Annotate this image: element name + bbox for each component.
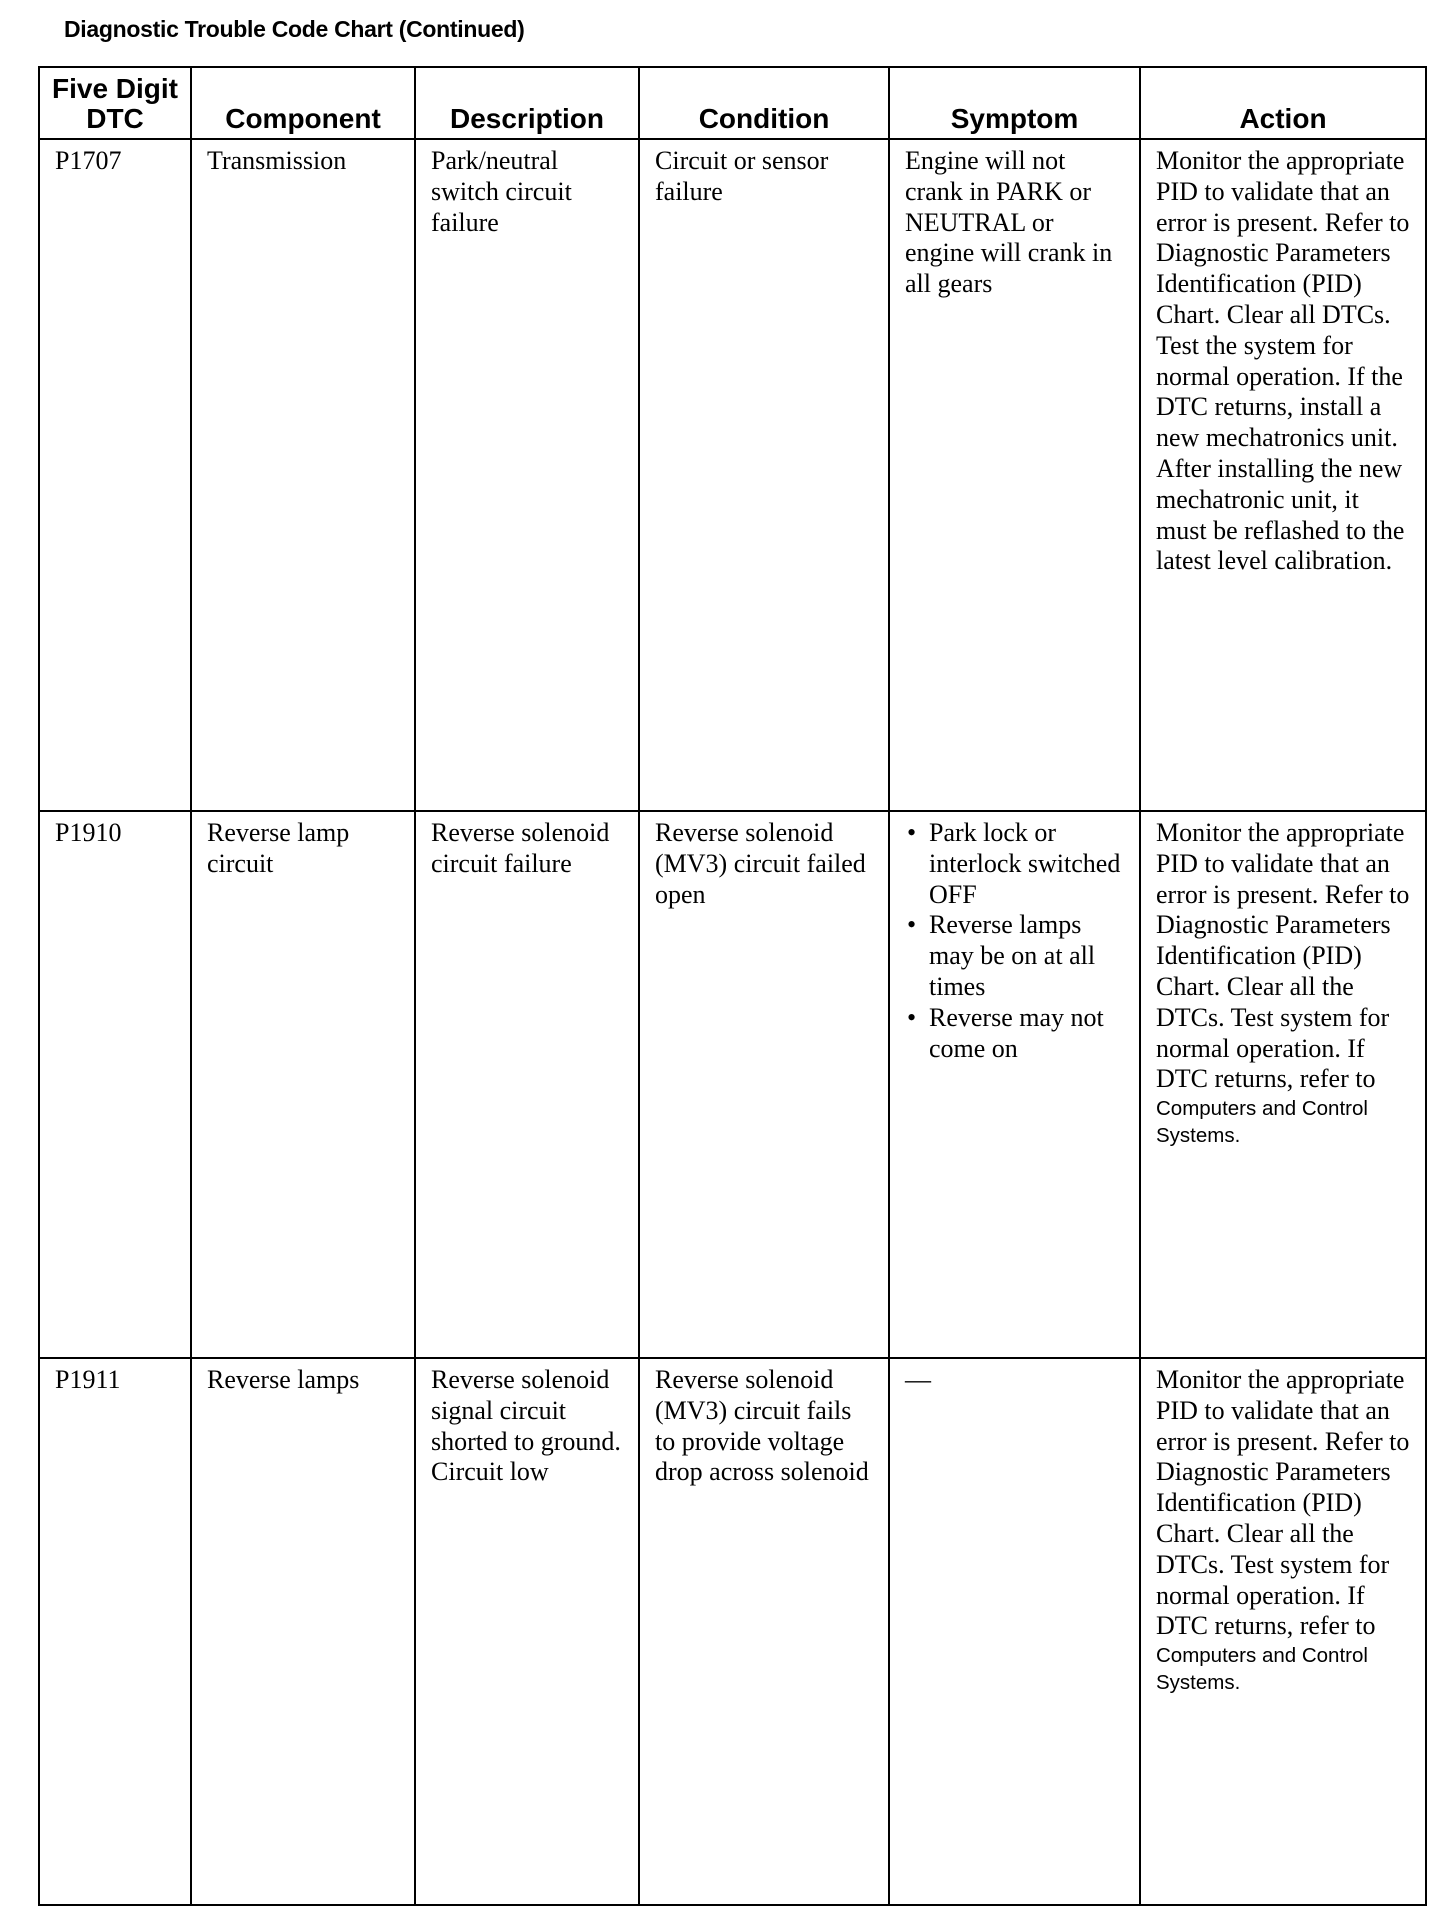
action-reference: Computers and Control Systems. (1156, 1644, 1368, 1695)
description-cell: Reverse solenoid signal circuit shorted to ground. Circuit low (415, 1358, 639, 1905)
table-row (39, 811, 1426, 1358)
action-text: Monitor the appropriate PID to validate that an error is present. Refer to Diagnostic Parameters Identification (PID) Chart. Clear all the DTCs. Test system for normal operation. If DTC returns, refer to (1156, 818, 1410, 1094)
symptom-bullet: • Reverse may not come on (905, 1003, 1129, 1065)
description-cell: Reverse solenoid circuit failure (415, 811, 639, 1358)
action-cell (1140, 811, 1426, 1358)
dtc-code-cell: P1911 (39, 1358, 191, 1905)
condition-cell: Reverse solenoid (MV3) circuit failed open (639, 811, 889, 1358)
header-action: Action (1140, 67, 1426, 139)
table-row (39, 1358, 1426, 1905)
header-dtc (39, 67, 191, 139)
symptom-cell: — (889, 1358, 1140, 1905)
table-header-row (39, 67, 1426, 139)
action-cell: Monitor the appropriate PID to validate that an error is present. Refer to Diagnostic Parameters Identification (PID) Chart. Clear all DTCs. Test the system for normal operation. If the DTC returns, install a new mechatronics unit. After installing the new mechatronic unit, it must be reflashed to the latest level calibration. (1140, 139, 1426, 811)
component-cell: Reverse lamp circuit (191, 811, 415, 1358)
header-dtc-line2: DTC (86, 103, 144, 134)
action-cell (1140, 1358, 1426, 1905)
dtc-code-cell: P1910 (39, 811, 191, 1358)
action-reference: Computers and Control Systems. (1156, 1097, 1368, 1148)
header-dtc-line1: Five Digit (51, 73, 178, 104)
dtc-chart-table (38, 66, 1427, 1906)
page-title: Diagnostic Trouble Code Chart (Continued) (64, 16, 525, 42)
condition-cell: Circuit or sensor failure (639, 139, 889, 811)
header-component: Component (191, 67, 415, 139)
description-cell: Park/neutral switch circuit failure (415, 139, 639, 811)
header-description: Description (415, 67, 639, 139)
component-cell: Transmission (191, 139, 415, 811)
symptom-cell: Engine will not crank in PARK or NEUTRAL or engine will crank in all gears (889, 139, 1140, 811)
condition-cell: Reverse solenoid (MV3) circuit fails to provide voltage drop across solenoid (639, 1358, 889, 1905)
symptom-cell (889, 811, 1140, 1358)
header-condition: Condition (639, 67, 889, 139)
table-row (39, 139, 1426, 811)
dtc-code-cell: P1707 (39, 139, 191, 811)
symptom-bullet-list (905, 818, 1129, 1064)
symptom-bullet: • Reverse lamps may be on at all times (905, 910, 1129, 1002)
symptom-bullet: • Park lock or interlock switched OFF (905, 818, 1129, 910)
component-cell: Reverse lamps (191, 1358, 415, 1905)
header-symptom: Symptom (889, 67, 1140, 139)
action-text: Monitor the appropriate PID to validate that an error is present. Refer to Diagnostic Parameters Identification (PID) Chart. Clear all the DTCs. Test system for normal operation. If DTC returns, refer to (1156, 1365, 1410, 1641)
